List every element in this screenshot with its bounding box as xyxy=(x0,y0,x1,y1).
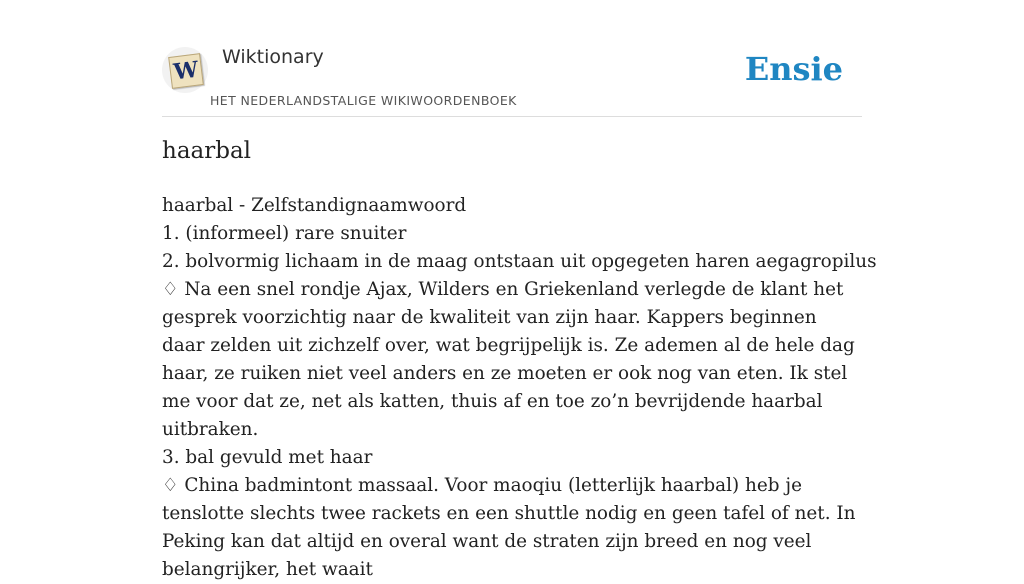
wiktionary-logo-icon: W xyxy=(168,53,204,89)
definition-1: 1. (informeel) rare snuiter xyxy=(162,223,407,244)
wiktionary-logo[interactable] xyxy=(162,47,208,93)
page-title: haarbal xyxy=(162,138,252,164)
entry-body xyxy=(162,192,877,584)
site-subtitle: HET NEDERLANDSTALIGE WIKIWOORDENBOEK xyxy=(210,93,517,108)
definition-2: 2. bolvormig lichaam in de maag ontstaan uit opgegeten haren aegagropilus xyxy=(162,251,877,272)
site-name[interactable]: Wiktionary xyxy=(222,46,324,68)
definition-3: 3. bal gevuld met haar xyxy=(162,447,373,468)
entry-heading: haarbal - Zelfstandignaamwoord xyxy=(162,195,467,216)
example-quote-1: ♢ Na een snel rondje Ajax, Wilders en Griekenland verlegde de klant het gesprek voorzichtig naar de kwaliteit van zijn haar. Kappers beginnen daar zelden uit zichzelf over, wat begrijpelijk is. Ze ademen al de hele dag haar, ze ruiken niet veel anders en ze moeten er ook nog van eten. Ik stel me voor dat ze, net als katten, thuis af en toe zo’n bevrijdende haarbal uitbraken. xyxy=(162,279,855,440)
ensie-logo[interactable]: Ensie xyxy=(744,50,843,88)
example-quote-2: ♢ China badmintont massaal. Voor maoqiu (letterlijk haarbal) heb je tenslotte slechts twee rackets en een shuttle nodig en geen tafel of net. In Peking kan dat altijd en overal want de straten zijn breed en nog veel belangrijker, het waait xyxy=(162,475,856,580)
site-header xyxy=(162,40,862,117)
